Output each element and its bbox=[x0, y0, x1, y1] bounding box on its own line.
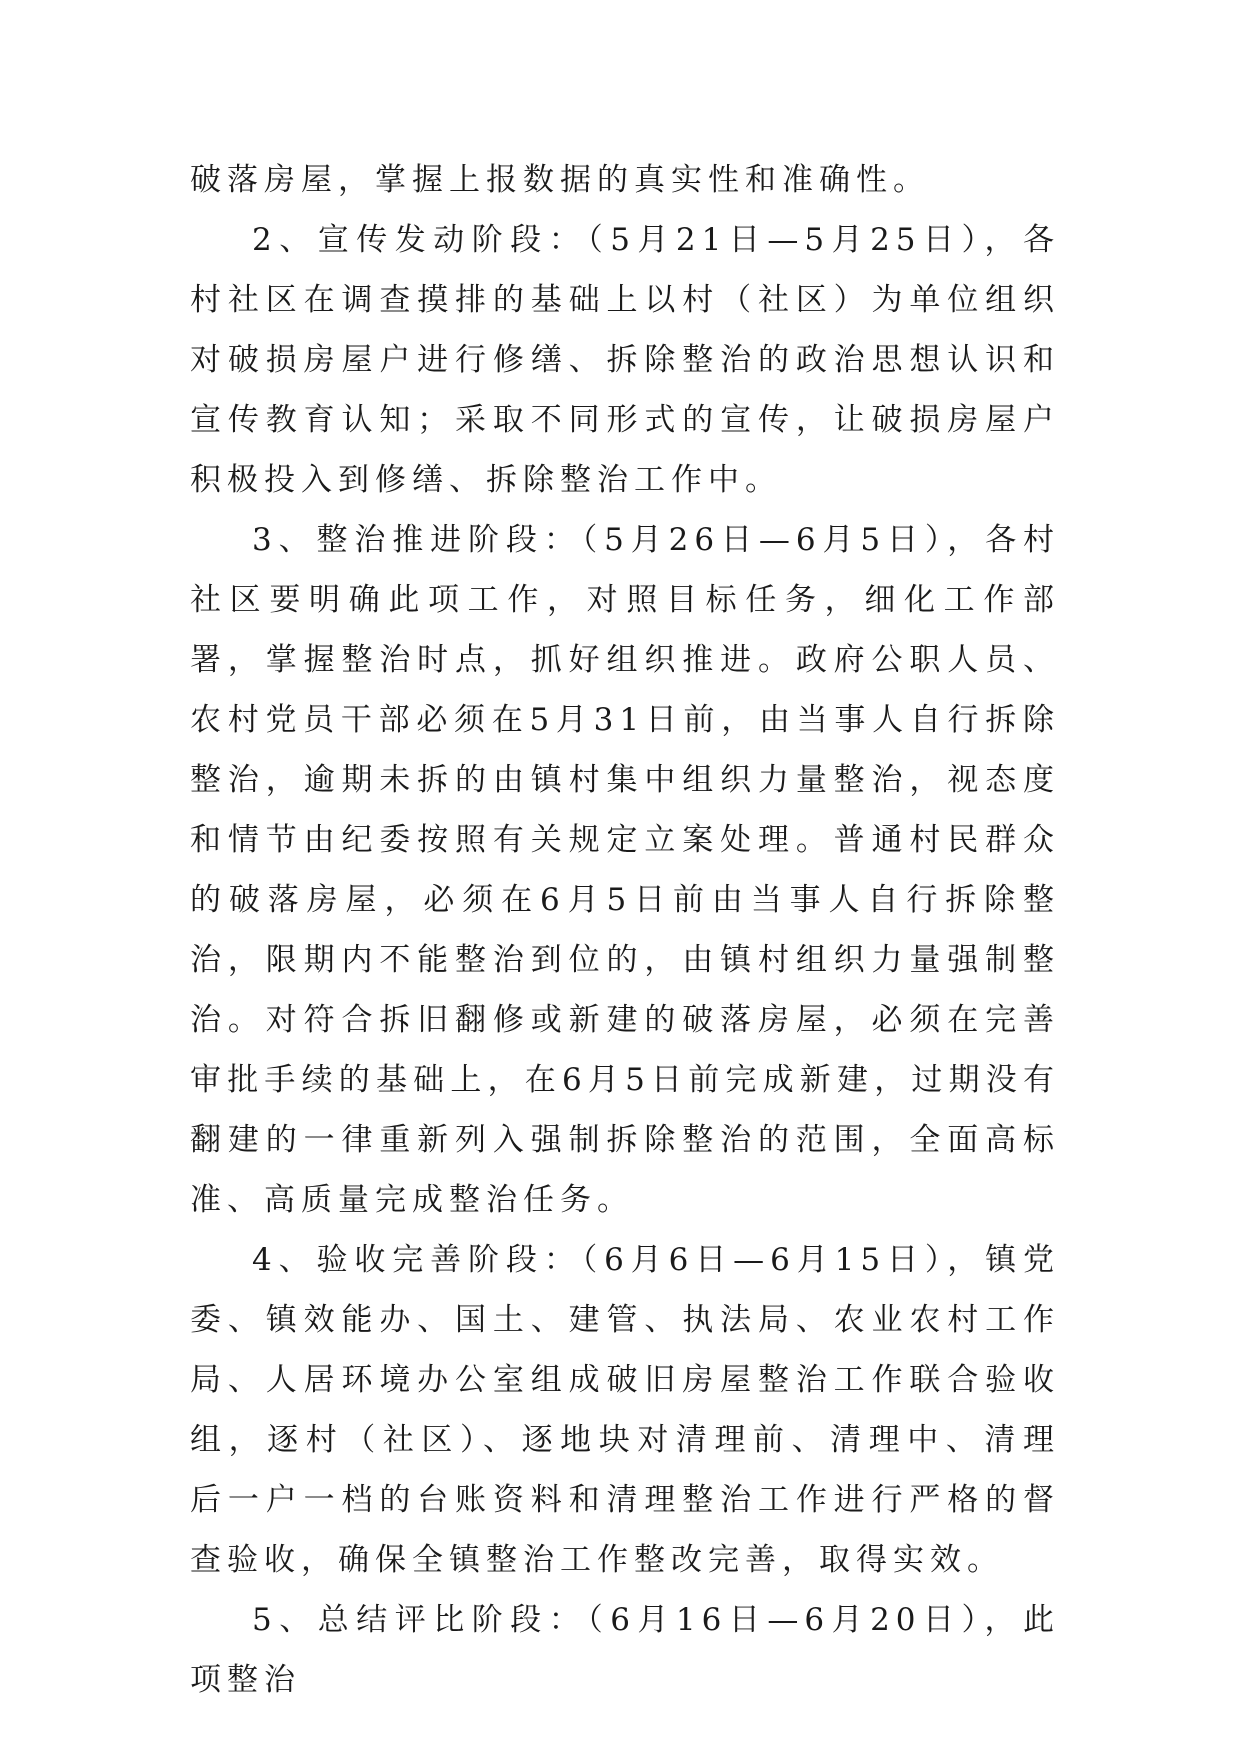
document-body bbox=[190, 150, 1060, 1710]
paragraph-stage-2-publicity: 2、宣传发动阶段：（5月21日—5月25日），各村社区在调查摸排的基础上以村（社区）为单位组织对破损房屋户进行修缮、拆除整治的政治思想认识和宣传教育认知；采取不同形式的宣传，让破损房屋户积极投入到修缮、拆除整治工作中。 bbox=[190, 222, 1060, 498]
paragraph-stage-4-acceptance: 4、验收完善阶段：（6月6日—6月15日），镇党委、镇效能办、国土、建管、执法局、农业农村工作局、人居环境办公室组成破旧房屋整治工作联合验收组，逐村（社区）、逐地块对清理前、清理中、清理后一户一档的台账资料和清理整治工作进行严格的督查验收，确保全镇整治工作整改完善，取得实效。 bbox=[190, 1242, 1060, 1578]
paragraph-stage-5-summary: 5、总结评比阶段：（6月16日—6月20日），此项整治 bbox=[190, 1602, 1060, 1698]
paragraph-continuation: 破落房屋，掌握上报数据的真实性和准确性。 bbox=[190, 162, 930, 198]
paragraph-stage-3-remediation: 3、整治推进阶段：（5月26日—6月5日），各村社区要明确此项工作，对照目标任务，细化工作部署，掌握整治时点，抓好组织推进。政府公职人员、农村党员干部必须在5月31日前，由当事人自行拆除整治，逾期未拆的由镇村集中组织力量整治，视态度和情节由纪委按照有关规定立案处理。普通村民群众的破落房屋，必须在6月5日前由当事人自行拆除整治，限期内不能整治到位的，由镇村组织力量强制整治。对符合拆旧翻修或新建的破落房屋，必须在完善审批手续的基础上，在6月5日前完成新建，过期没有翻建的一律重新列入强制拆除整治的范围，全面高标准、高质量完成整治任务。 bbox=[190, 522, 1060, 1218]
